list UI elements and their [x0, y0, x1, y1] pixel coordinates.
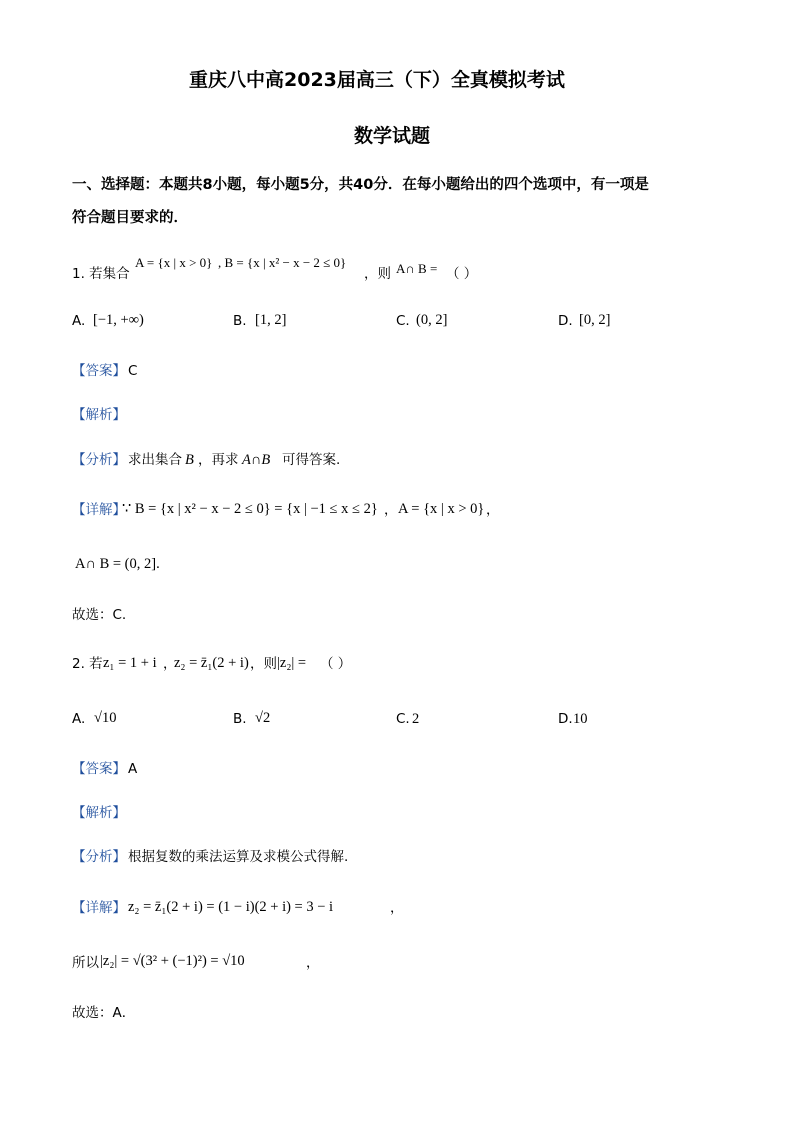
q1-option-a-value: [−1, +∞): [93, 312, 144, 328]
q2-answer-paren: （ ）: [320, 656, 352, 672]
q1-ask-math: A∩ B =: [396, 261, 438, 276]
q2-z2: z₂ = z̄₁(2 + i): [174, 655, 249, 671]
q2-separator: ，: [163, 656, 177, 672]
q1-fenxi-b: B: [185, 452, 194, 468]
q2-answer-tag: 【答案】: [72, 761, 126, 777]
q1-option-d-value: [0, 2]: [579, 312, 611, 328]
q2-ask-lead: ，则: [250, 656, 277, 672]
q2-fenxi-text: 根据复数的乘法运算及求模公式得解.: [128, 849, 349, 865]
q2-conclusion: 故选：A．: [72, 1005, 136, 1021]
q1-answer-paren: （ ）: [446, 266, 478, 282]
q2-analysis-tag: 【解析】: [72, 805, 126, 821]
section-instruction-line1: 一、选择题：本题共8小题，每小题5分，共40分．在每小题给出的四个选项中，有一项是: [72, 177, 649, 193]
q1-detail-math: ∵ B = {x | x² − x − 2 ≤ 0} = {x | −1 ≤ x ≤ 2}: [122, 501, 378, 517]
q2-option-a-key: A.: [72, 711, 86, 727]
q1-answer-value: C: [128, 363, 138, 379]
q1-detail-end: ，: [486, 502, 500, 518]
q2-detail-end: ，: [390, 900, 404, 916]
q2-option-c-value: 2: [412, 711, 420, 727]
q2-ask-math: |z₂| =: [277, 655, 307, 671]
q2-fenxi-tag: 【分析】: [72, 849, 126, 865]
page-subtitle: 数学试题: [354, 125, 431, 147]
q1-result: A∩ B = (0, 2].: [75, 556, 160, 572]
q1-set-a: A = {x | x > 0}: [135, 255, 213, 270]
q1-detail-math2: A = {x | x > 0}: [398, 501, 485, 517]
q1-analysis-tag: 【解析】: [72, 407, 126, 423]
q1-fenxi-text3: 可得答案.: [282, 452, 341, 468]
q1-fenxi-aub: A∩B: [242, 452, 271, 468]
q1-detail-tag: 【详解】: [72, 502, 126, 518]
q1-conclusion: 故选：C.: [72, 607, 127, 623]
q1-set-b: , B = {x | x² − x − 2 ≤ 0}: [218, 255, 347, 270]
section-instruction-line2: 符合题目要求的．: [72, 210, 188, 226]
q1-fenxi-text1: 求出集合: [128, 452, 182, 468]
q1-option-c-value: (0, 2]: [416, 312, 448, 328]
q2-option-d-value: 10: [573, 711, 588, 727]
q1-prefix: 1. 若集合: [72, 266, 130, 282]
q1-ask-lead: ，则: [364, 266, 391, 282]
q2-detail-math: z₂ = z̄₁(2 + i) = (1 − i)(2 + i) = 3 − i: [128, 899, 334, 915]
q2-so-math: |z₂| = √(3² + (−1)²) = √10: [100, 953, 245, 969]
q1-option-b-value: [1, 2]: [255, 312, 287, 328]
q1-fenxi-text2: ，再求: [198, 452, 239, 468]
q1-detail-separator: ，: [384, 502, 398, 518]
q2-option-a-value: √10: [94, 710, 117, 726]
q1-fenxi-tag: 【分析】: [72, 452, 126, 468]
q2-so-lead: 所以: [72, 955, 99, 971]
q2-so-end: ，: [306, 955, 320, 971]
q1-option-a-key: A.: [72, 313, 86, 329]
q2-prefix: 2. 若: [72, 656, 103, 672]
q2-detail-tag: 【详解】: [72, 900, 126, 916]
q1-option-d-key: D.: [558, 313, 573, 329]
q1-answer-tag: 【答案】: [72, 363, 126, 379]
q2-answer-value: A: [128, 761, 138, 777]
q1-option-c-key: C.: [396, 313, 410, 329]
q1-option-b-key: B.: [233, 313, 247, 329]
page-title: 重庆八中高2023届高三（下）全真模拟考试: [189, 69, 565, 91]
q2-option-c-key: C.: [396, 711, 410, 727]
q2-option-d-key: D.: [558, 711, 573, 727]
q2-z1: z₁ = 1 + i: [103, 655, 157, 671]
q2-option-b-key: B.: [233, 711, 247, 727]
q2-option-b-value: √2: [255, 710, 271, 726]
